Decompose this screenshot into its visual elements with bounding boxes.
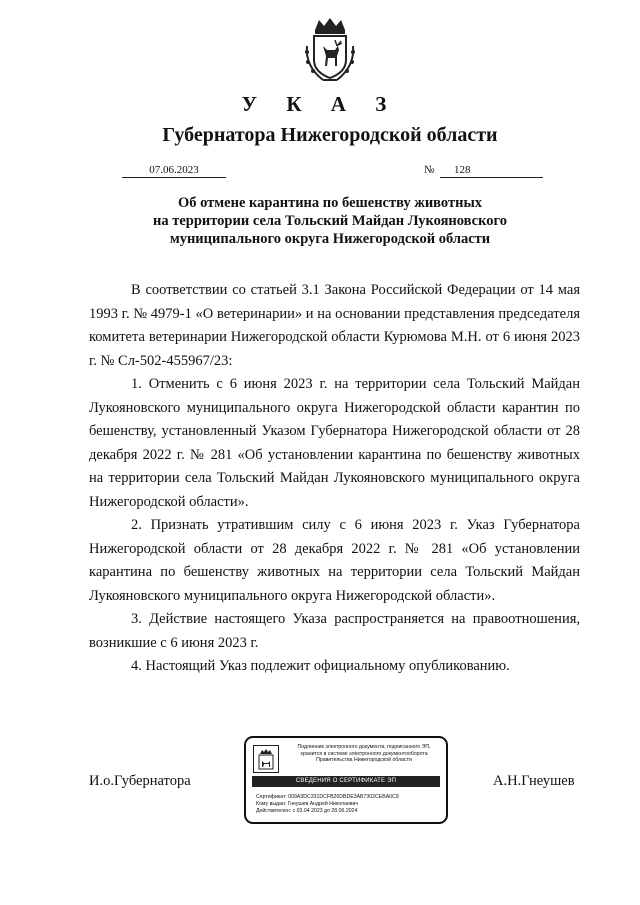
- decree-item: 1. Отменить с 6 июня 2023 г. на территории села Тольский Майдан Лукояновского муниципального округа Нижегородской области карантин по бешенству, установленный Указом Губернатора Нижегородской области от 28 декабря 2022 г. № 281 «Об установлении карантина по бешенству животных на территории села Тольский Майдан Лукояновского муниципального округа Нижегородской области».: [89, 376, 580, 510]
- decree-number: 128: [440, 164, 543, 178]
- certificate-info-bar: СВЕДЕНИЯ О СЕРТИФИКАТЕ ЭП: [252, 776, 440, 787]
- certificate-serial: Сертификат: 009A3DC331DCFB26DBDE3AB7302CEBA0C9: [256, 794, 399, 800]
- coat-of-arms-icon: [253, 745, 279, 773]
- stamp-notice: [284, 744, 444, 764]
- subject-line: муниципального округа Нижегородской области: [169, 231, 491, 247]
- decree-item: 4. Настоящий Указ подлежит официальному опубликованию.: [131, 658, 510, 674]
- decree-date: 07.06.2023: [122, 164, 226, 178]
- decree-item: 2. Признать утратившим силу с 6 июня 2023 г. Указ Губернатора Нижегородской области от 28 декабря 2022 г. № 281 «Об установлении карантина по бешенству животных на территории села Тольский Майдан Лукояновского муниципального округа Нижегородской области».: [89, 517, 580, 604]
- preamble-paragraph: В соответствии со статьей 3.1 Закона Российской Федерации от 14 мая 1993 г. № 4979-1 «О ветеринарии» и на основании представления председателя комитета ветеринарии Нижегородской области Курюмова М.Н. от 6 июня 2023 г. № Сл-502-455967/23:: [89, 282, 580, 369]
- signer-position: И.о.Губернатора: [89, 773, 191, 789]
- certificate-details: [256, 794, 446, 815]
- subject-line: на территории села Тольский Майдан Лукояновского: [152, 213, 508, 229]
- certificate-validity: Действителен: с 03.04.2023 до 28.06.2024: [256, 808, 358, 814]
- certificate-owner: Кому выдан: Гнеушев Андрей Николаевич: [256, 801, 359, 807]
- number-label: №: [424, 164, 435, 176]
- issuer-title: Губернатора Нижегородской области: [162, 124, 498, 146]
- stamp-notice-line: Правительства Нижегородской области: [316, 757, 412, 764]
- decree-item: 3. Действие настоящего Указа распространяется на правоотношения, возникшие с 6 июня 2023 г.: [89, 611, 580, 651]
- stamp-notice-line: Подлинник электронного документа, подписанного ЭП,: [297, 744, 431, 750]
- e-signature-stamp: [244, 736, 448, 824]
- stamp-notice-line: хранится в системе электронного документооборота: [300, 750, 428, 757]
- decree-subject: [120, 194, 540, 248]
- signer-name: А.Н.Гнеушев: [493, 773, 575, 789]
- coat-of-arms-icon: [301, 16, 359, 84]
- decree-body: [89, 279, 580, 679]
- document-type-title: У К А З: [241, 92, 399, 116]
- subject-line: Об отмене карантина по бешенству животных: [177, 195, 483, 211]
